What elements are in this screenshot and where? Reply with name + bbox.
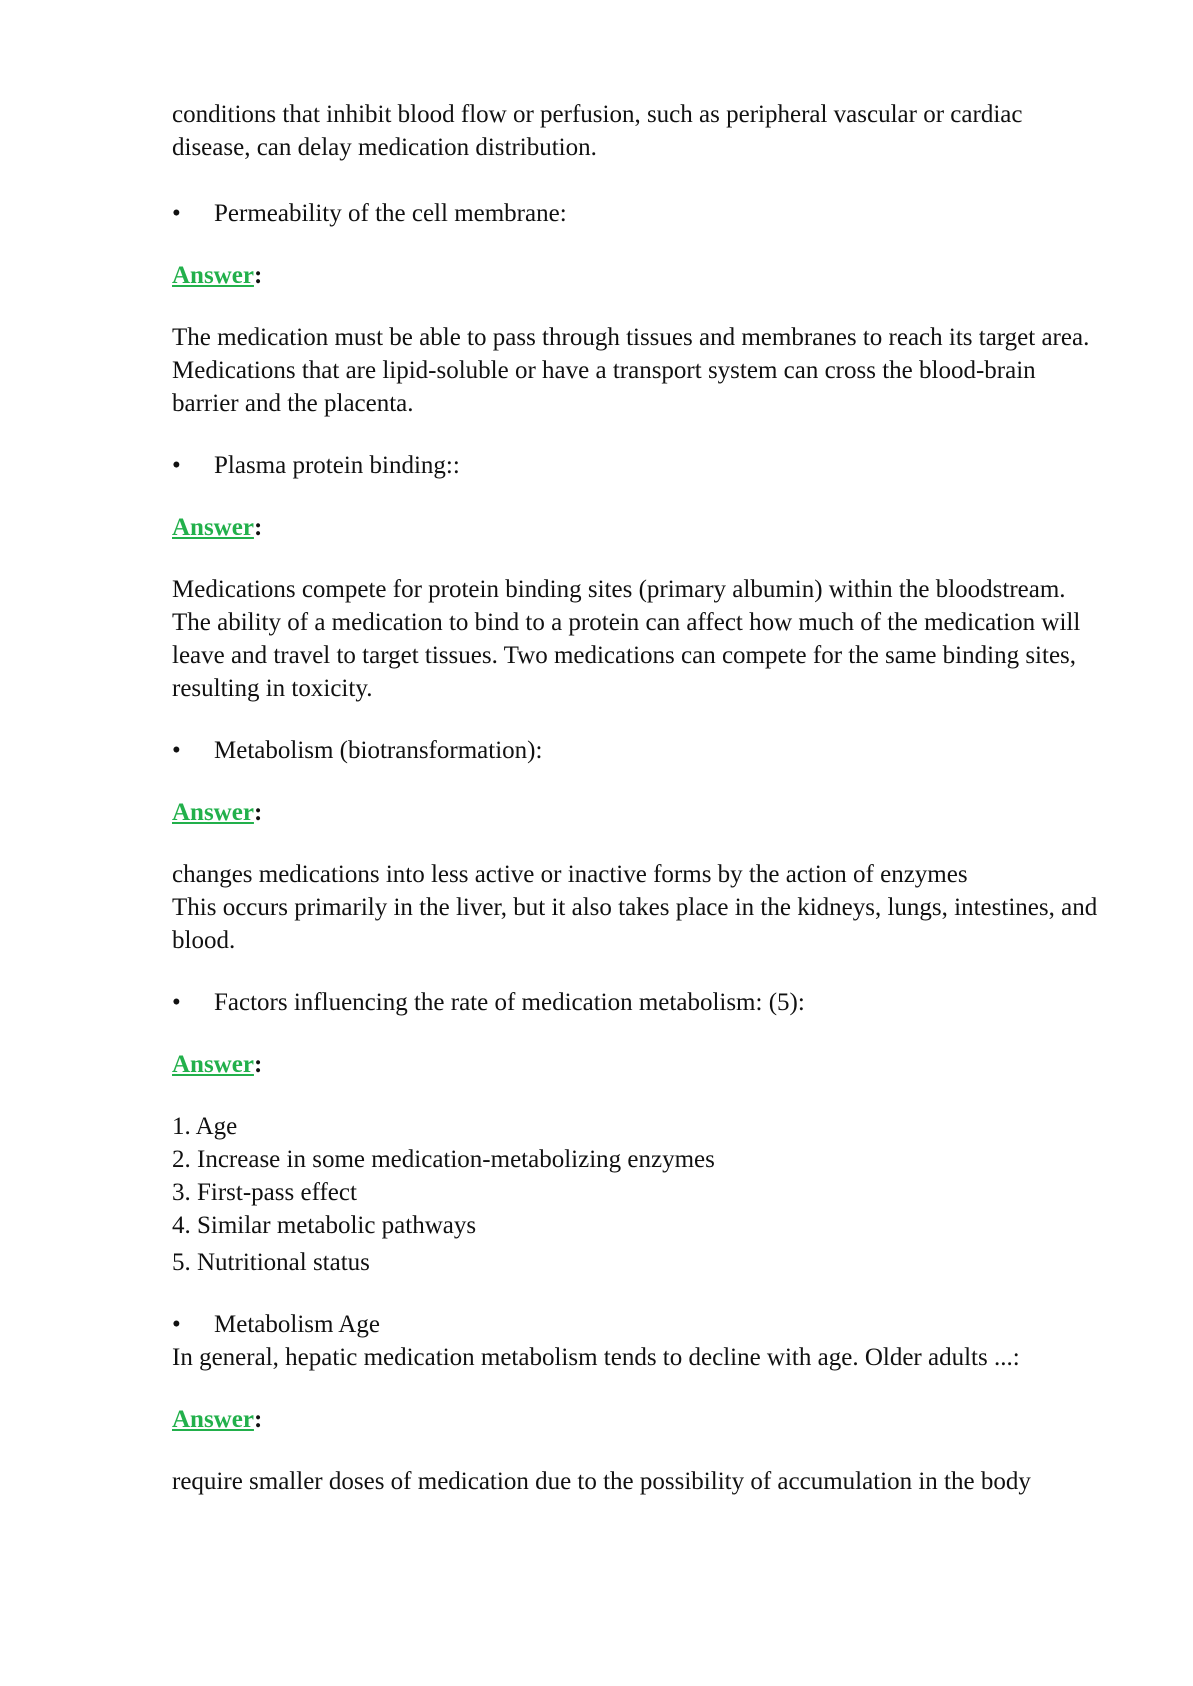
question-text: Factors influencing the rate of medication metabolism: (5): xyxy=(214,989,805,1016)
answer-colon: : xyxy=(253,262,263,289)
answer-metabolism-p2: This occurs primarily in the liver, but it also takes place in the kidneys, lungs, intestines, and blood. xyxy=(172,894,1098,954)
question-text: Metabolism (biotransformation): xyxy=(214,737,543,764)
bullet-icon: • xyxy=(172,737,181,764)
question-plasma-protein xyxy=(172,449,1102,482)
answer-colon: : xyxy=(253,514,263,541)
answer-label xyxy=(172,796,1102,829)
answer-label xyxy=(172,1048,1102,1081)
question-metabolism xyxy=(172,734,1102,767)
answer-label xyxy=(172,511,1102,544)
answer-plasma-protein-p1: Medications compete for protein binding sites (primary albumin) within the bloodstream. xyxy=(172,576,1066,603)
answer-colon: : xyxy=(253,1406,263,1433)
intro-paragraph: conditions that inhibit blood flow or perfusion, such as peripheral vascular or cardiac disease, can delay medication distribution. xyxy=(172,101,1023,161)
question-metabolism-age xyxy=(172,1308,1102,1341)
bullet-icon: • xyxy=(172,200,181,227)
answer-label xyxy=(172,259,1102,292)
answer-label xyxy=(172,1403,1102,1436)
bullet-icon: • xyxy=(172,1311,181,1338)
bullet-icon: • xyxy=(172,989,181,1016)
document-page xyxy=(172,98,1102,1498)
answer-colon: : xyxy=(253,799,263,826)
question-permeability xyxy=(172,197,1102,230)
answer-plasma-protein-p2: The ability of a medication to bind to a protein can affect how much of the medication will leave and travel to target tissues. Two medications can compete for the same binding sites, resulting in toxicity. xyxy=(172,609,1081,702)
list-item: 3. First-pass effect xyxy=(172,1179,357,1206)
list-item: 4. Similar metabolic pathways xyxy=(172,1212,477,1239)
list-item: 2. Increase in some medication-metabolizing enzymes xyxy=(172,1146,715,1173)
list-item: 1. Age xyxy=(172,1113,238,1140)
answer-word: Answer xyxy=(172,514,254,541)
question-metabolism-factors xyxy=(172,986,1102,1019)
answer-metabolism-age: require smaller doses of medication due to the possibility of accumulation in the body xyxy=(172,1468,1031,1495)
question-metabolism-age-text: In general, hepatic medication metabolism tends to decline with age. Older adults ...: xyxy=(172,1344,1020,1371)
list-item: 5. Nutritional status xyxy=(172,1249,370,1276)
answer-word: Answer xyxy=(172,799,254,826)
answer-word: Answer xyxy=(172,1051,254,1078)
answer-word: Answer xyxy=(172,1406,254,1433)
answer-word: Answer xyxy=(172,262,254,289)
question-text: Metabolism Age xyxy=(214,1311,380,1338)
answer-colon: : xyxy=(253,1051,263,1078)
factors-list xyxy=(172,1110,1102,1279)
answer-metabolism-p1: changes medications into less active or inactive forms by the action of enzymes xyxy=(172,861,968,888)
answer-permeability: The medication must be able to pass through tissues and membranes to reach its target area. Medications that are lipid-soluble or have a transport system can cross the blood-brain barrier and the placenta. xyxy=(172,324,1090,417)
question-text: Plasma protein binding:: xyxy=(214,452,460,479)
bullet-icon: • xyxy=(172,452,181,479)
question-text: Permeability of the cell membrane: xyxy=(214,200,567,227)
